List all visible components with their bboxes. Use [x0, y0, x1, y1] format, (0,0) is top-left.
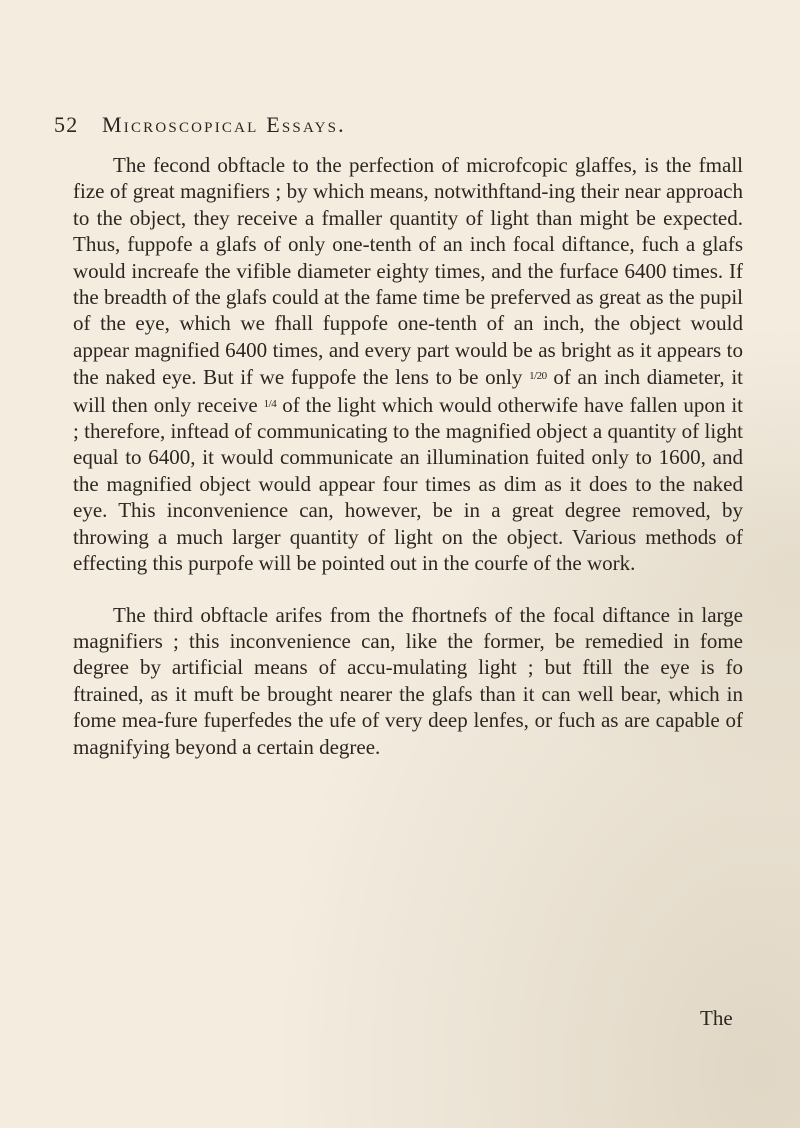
- page-number: 52: [54, 112, 79, 137]
- fraction: 1/20: [529, 370, 547, 383]
- running-head: [54, 112, 354, 148]
- paragraph-third-obstacle: The third obftacle arifes from the fhortnefs of the focal diftance in large magnifiers ; this inconvenience can, like the former, be remedied in fome degree by artificial means of accu-mulating light ; but ftill the eye is fo ftrained, as it muft be brought nearer the glafs than it can well bear, which in fome mea-fure fuperfedes the ufe of very deep lenfes, or fuch as are capable of magnifying beyond a certain degree.: [73, 602, 743, 759]
- running-title: Microscopical Essays.: [102, 112, 346, 137]
- paragraph-second-obstacle: [73, 152, 743, 577]
- paragraph-text: of the light which would otherwife have fallen upon it ; therefore, inftead of communicating to the magnified object a quantity of light equal to 6400, it would communicate an illumination fuited only to 1600, and the magnified object would appear four times as dim as it does to the naked eye. This inconvenience can, however, be in a great degree removed, by throwing a much larger quantity of light on the object. Various methods of effecting this purpofe will be pointed out in the courfe of the work.: [73, 392, 744, 576]
- catchword: The: [700, 1006, 733, 1030]
- paragraph-text: of an inch diameter, it will then only receive: [73, 365, 744, 417]
- body-text: [73, 152, 743, 760]
- fraction: 1/4: [263, 397, 277, 410]
- paragraph-text: The fecond obftacle to the perfection of microfcopic glaffes, is the fmall fize of great magnifiers ; by which means, notwithftand-ing their near approach to the object, they receive a fmaller quantity of light than might be expected. Thus, fuppofe a glafs of only one-tenth of an inch focal diftance, fuch a glafs would increafe the vifible diameter eighty times, and the furface 6400 times. If the breadth of the glafs could at the fame time be preferved as great as the pupil of the eye, which we fhall fuppofe one-tenth of an inch, the object would appear magnified 6400 times, and every part would be as bright as it appears to the naked eye. But if we fuppofe the lens to be only: [73, 153, 743, 390]
